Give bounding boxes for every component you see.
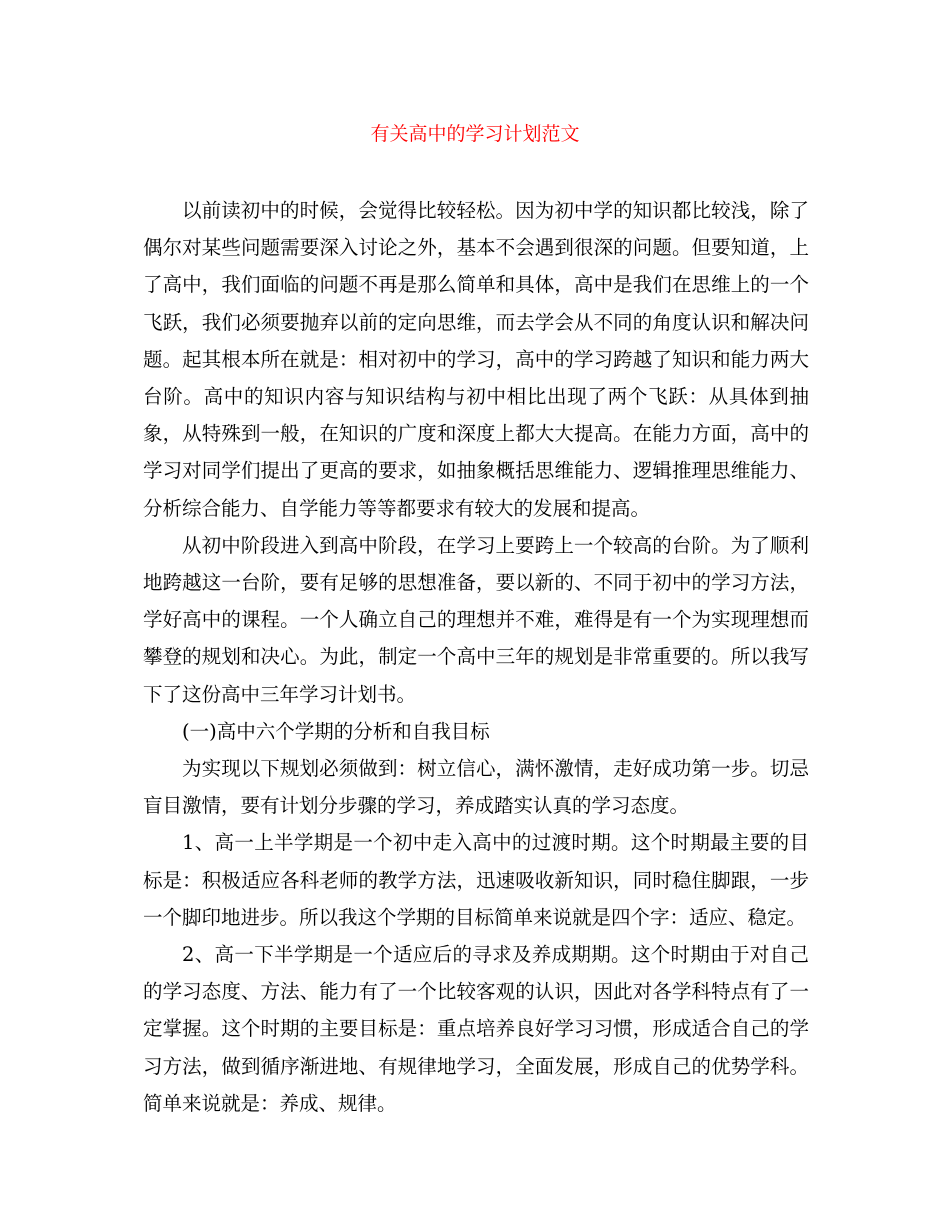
section-heading: (一)高中六个学期的分析和自我目标 <box>182 719 490 743</box>
paragraph: 从初中阶段进入到高中阶段，在学习上要跨上一个较高的台阶。为了顺利地跨越这一台阶，要有足够的思想准备，要以新的、不同于初中的学习方法，学好高中的课程。一个人确立自己的理想并不难，难得是有一个为实现理想而攀登的规划和决心。为此，制定一个高中三年的规划是非常重要的。所以我写下了这份高中三年学习计划书。 <box>143 533 809 706</box>
paragraph: 为实现以下规划必须做到：树立信心，满怀激情，走好成功第一步。切忌盲目激情，要有计划分步骤的学习，养成踏实认真的学习态度。 <box>143 757 809 818</box>
paragraph: 2、高一下半学期是一个适应后的寻求及养成期期。这个时期由于对自己的学习态度、方法、能力有了一个比较客观的认识，因此对各学科特点有了一定掌握。这个时期的主要目标是：重点培养良好学习习惯，形成适合自己的学习方法，做到循序渐进地、有规律地学习，全面发展，形成自己的优势学科。简单来说就是：养成、规律。 <box>143 943 809 1115</box>
paragraph: 以前读初中的时候，会觉得比较轻松。因为初中学的知识都比较浅，除了偶尔对某些问题需要深入讨论之外，基本不会遇到很深的问题。但要知道，上了高中，我们面临的问题不再是那么简单和具体，高中是我们在思维上的一个飞跃，我们必须要抛弃以前的定向思维，而去学会从不同的角度认识和解决问题。起其根本所在就是：相对初中的学习，高中的学习跨越了知识和能力两大台阶。高中的知识内容与知识结构与初中相比出现了两个飞跃：从具体到抽象，从特殊到一般，在知识的广度和深度上都大大提高。在能力方面，高中的学习对同学们提出了更高的要求，如抽象概括思维能力、逻辑推理思维能力、分析综合能力、自学能力等等都要求有较大的发展和提高。 <box>143 199 809 520</box>
document-title: 有关高中的学习计划范文 <box>370 123 580 145</box>
document-body <box>143 192 809 1122</box>
paragraph: 1、高一上半学期是一个初中走入高中的过渡时期。这个时期最主要的目标是：积极适应各科老师的教学方法，迅速吸收新知识，同时稳住脚跟，一步一个脚印地进步。所以我这个学期的目标简单来说就是四个字：适应、稳定。 <box>143 831 809 929</box>
